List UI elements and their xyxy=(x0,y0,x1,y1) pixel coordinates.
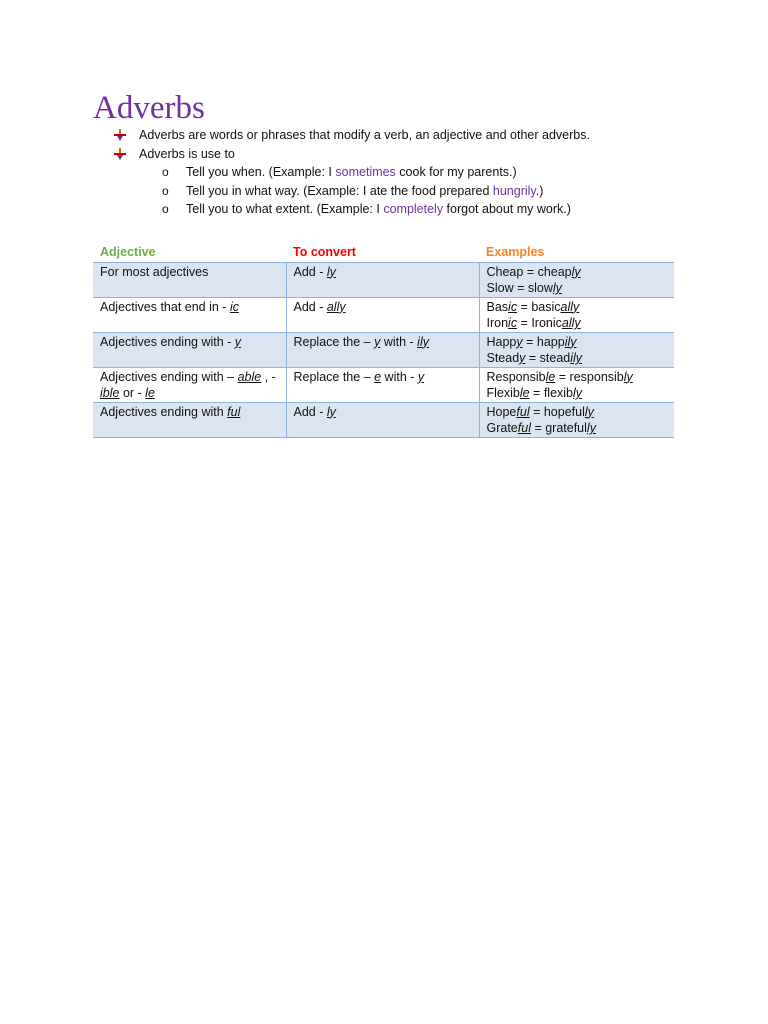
bullet-text: Adverbs are words or phrases that modify a verb, an adjective and other adverbs. xyxy=(139,128,590,142)
example-line xyxy=(487,369,669,386)
example-suffix: ly xyxy=(573,386,583,400)
sub-bullet-item xyxy=(114,182,590,201)
cell-to-convert xyxy=(286,332,479,367)
cell-adjective xyxy=(93,262,286,297)
example-text: = stead xyxy=(525,351,571,365)
example-suffix: le xyxy=(545,369,556,384)
example-suffix: ally xyxy=(560,299,580,314)
table-header-row xyxy=(93,243,674,262)
adjective-text: Adjectives ending with - xyxy=(100,334,235,349)
adjective-text: , - xyxy=(261,369,276,384)
adjective-suffix: le xyxy=(145,386,155,400)
adjective-text: For most adjectives xyxy=(100,264,209,279)
cell-examples xyxy=(479,262,674,297)
hollow-circle-icon: o xyxy=(162,202,169,216)
header-adjective: Adjective xyxy=(93,243,286,262)
example-text: Happ xyxy=(486,334,517,349)
example-text: = flexib xyxy=(529,386,574,400)
convert-suffix: ly xyxy=(326,404,336,419)
convert-text: Add - xyxy=(293,299,327,314)
example-line xyxy=(487,385,669,402)
table-body xyxy=(93,262,674,437)
convert-text: Add - xyxy=(293,404,327,419)
example-text: Bas xyxy=(486,299,509,314)
sub-bullet-text: Tell you in what way. (Example: I ate the food prepared xyxy=(186,183,493,198)
bullet-item xyxy=(114,126,590,145)
convert-suffix: ally xyxy=(326,299,346,314)
example-suffix: ily xyxy=(570,351,583,365)
example-line xyxy=(487,315,669,332)
arrow-bullet-icon xyxy=(114,148,126,160)
example-text: Flexib xyxy=(486,386,520,400)
highlighted-word: completely xyxy=(383,202,444,216)
adjective-suffix: able xyxy=(237,369,262,384)
convert-text: Replace the – xyxy=(293,334,375,349)
sub-bullet-item xyxy=(114,200,590,219)
sub-bullet-text: Tell you to what extent. (Example: I xyxy=(186,202,384,216)
example-suffix: ly xyxy=(571,264,581,279)
convert-text: with - xyxy=(380,334,418,349)
cell-to-convert xyxy=(286,262,479,297)
example-line xyxy=(487,334,669,351)
highlighted-word: hungrily xyxy=(492,183,536,198)
example-text: Responsib xyxy=(486,369,546,384)
convert-suffix: ly xyxy=(326,264,336,279)
sub-bullet-item xyxy=(114,163,590,182)
convert-text: Replace the – xyxy=(293,369,375,384)
example-suffix: ful xyxy=(517,421,531,435)
hollow-circle-icon: o xyxy=(162,165,169,179)
example-text: = basic xyxy=(517,299,561,314)
adjective-suffix: ible xyxy=(100,386,120,400)
example-line xyxy=(487,299,669,316)
example-suffix: le xyxy=(519,386,530,400)
sub-bullet-text: .) xyxy=(535,183,544,198)
sub-bullet-text: cook for my parents.) xyxy=(395,165,517,179)
table-row xyxy=(93,297,674,332)
example-text: Slow = slow xyxy=(486,281,553,295)
convert-text: Add - xyxy=(293,264,327,279)
sub-bullet-text: Tell you when. (Example: I xyxy=(186,165,336,179)
table-row xyxy=(93,262,674,297)
example-suffix: ic xyxy=(508,299,518,314)
adjective-text: Adjectives ending with xyxy=(100,404,228,419)
header-to-convert: To convert xyxy=(286,243,479,262)
page-title: Adverbs xyxy=(93,90,205,126)
convert-suffix: y xyxy=(417,369,425,384)
example-text: Hope xyxy=(486,404,517,419)
convert-suffix: ily xyxy=(417,334,429,349)
table-row xyxy=(93,367,674,402)
example-text: Grate xyxy=(486,421,518,435)
adverb-rules-table xyxy=(93,243,674,438)
example-line xyxy=(487,404,669,421)
example-text: = responsib xyxy=(555,369,624,384)
example-suffix: ly xyxy=(584,404,594,419)
convert-suffix: e xyxy=(374,369,382,384)
header-examples: Examples xyxy=(479,243,674,262)
adjective-suffix: ic xyxy=(229,299,239,314)
cell-examples xyxy=(479,332,674,367)
example-text: = happ xyxy=(522,334,565,349)
adjective-text: Adjectives that end in - xyxy=(100,299,230,314)
cell-adjective xyxy=(93,402,286,437)
cell-adjective xyxy=(93,297,286,332)
example-suffix: y xyxy=(516,334,523,349)
example-text: Stead xyxy=(486,351,520,365)
convert-text: with - xyxy=(381,369,418,384)
cell-examples xyxy=(479,367,674,402)
example-suffix: ly xyxy=(586,421,596,435)
adjective-suffix: y xyxy=(234,334,242,349)
bullet-item xyxy=(114,145,590,164)
example-suffix: ly xyxy=(552,281,562,295)
table-row xyxy=(93,402,674,437)
cell-examples xyxy=(479,297,674,332)
cell-adjective xyxy=(93,367,286,402)
example-text: Cheap = cheap xyxy=(486,264,572,279)
example-suffix: ic xyxy=(508,316,518,330)
cell-to-convert xyxy=(286,402,479,437)
example-suffix: ily xyxy=(564,334,577,349)
example-line xyxy=(487,264,669,281)
hollow-circle-icon: o xyxy=(162,183,169,198)
example-text: = hopeful xyxy=(529,404,585,419)
arrow-bullet-icon xyxy=(114,129,126,141)
table-row xyxy=(93,332,674,367)
bullet-list xyxy=(114,126,590,219)
example-line xyxy=(487,420,669,437)
bullet-text: Adverbs is use to xyxy=(139,146,235,161)
cell-adjective xyxy=(93,332,286,367)
example-text: Iron xyxy=(486,316,509,330)
adjective-suffix: ful xyxy=(227,404,241,419)
example-suffix: y xyxy=(519,351,526,365)
adjective-text: Adjectives ending with – xyxy=(100,369,238,384)
example-suffix: ly xyxy=(623,369,633,384)
sub-bullet-text: forgot about my work.) xyxy=(443,202,571,216)
example-text: = Ironic xyxy=(517,316,562,330)
example-line xyxy=(487,280,669,297)
adjective-text: or - xyxy=(119,386,146,400)
example-suffix: ally xyxy=(561,316,581,330)
example-line xyxy=(487,350,669,367)
example-text: = grateful xyxy=(530,421,587,435)
highlighted-word: sometimes xyxy=(335,165,396,179)
example-suffix: ful xyxy=(516,404,530,419)
convert-suffix: y xyxy=(374,334,381,349)
cell-examples xyxy=(479,402,674,437)
cell-to-convert xyxy=(286,367,479,402)
cell-to-convert xyxy=(286,297,479,332)
